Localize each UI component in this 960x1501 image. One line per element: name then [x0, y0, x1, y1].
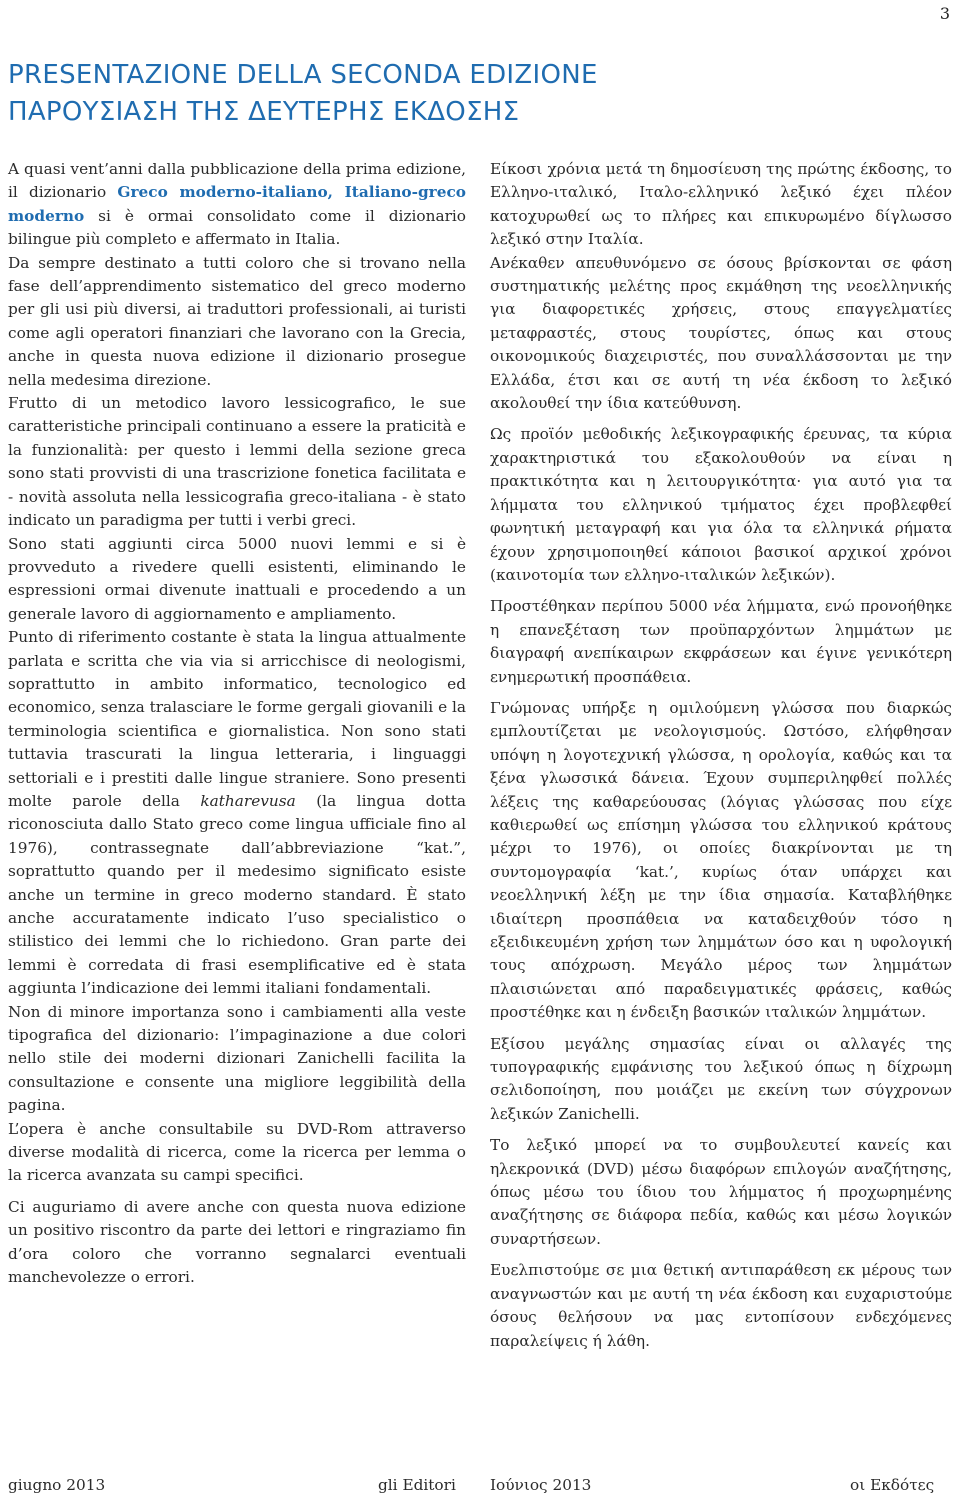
italian-p1-text-b: si è ormai consolidato come il dizionario bilingue più completo e affermato in Italia.: [8, 206, 466, 249]
greek-paragraph-8: Ευελπιστούμε σε μια θετική αντιπαράθεση εκ μέρους των αναγνωστών και με αυτή τη νέα έκδοση και ευχαριστούμε όσους θελήσουν να μας εντοπίσουν ενδεχόμενες παραλείψεις ή λάθη.: [490, 1261, 952, 1350]
italian-p1-text-a: A quasi vent’anni dalla pubblicazione della prima edizione, il dizionario: [8, 160, 466, 202]
italian-paragraph-6: Non di minore importanza sono i cambiamenti alla veste tipografica del dizionario: l’impaginazione a due colori nello stile dei moderni dizionari Zanichelli facilita la consultazione e consente una migliore leggibilità della pagina.: [8, 1002, 466, 1115]
greek-paragraph-7: Το λεξικό μπορεί να το συμβουλευτεί κανείς και ηλεκρονικά (DVD) μέσω διαφόρων επιλογών αναζήτησης, όπως μέσω του ίδιου του λήμματος ή προχωρημένης αναζήτησης σε διάφορα πεδία, καθώς και μέσω λογικών συναρτήσεων.: [490, 1136, 952, 1248]
greek-column: [490, 158, 952, 1353]
italian-p5-text-b: (la lingua dotta riconosciuta dallo Stato greco come lingua ufficiale fino al 1976), contrassegnate dall’abbreviazione “kat.”, soprattutto quando per il medesimo significato esiste anche un termine in greco moderno standard. È stato anche accuratamente indicato l’uso specialistico o stilistico dei lemmi che lo richiedono. Gran parte dei lemmi è corredata di frasi esemplificative ed è stata aggiunta l’indicazione dei lemmi italiani fondamentali.: [8, 791, 466, 998]
greek-paragraph-5: Γνώμονας υπήρξε η ομιλούμενη γλώσσα που διαρκώς εμπλουτίζεται με νεολογισμούς. Ωστόσο, ελήφθησαν υπόψη η λογοτεχνική γλώσσα, η ορολογία, καθώς και τα ξένα γλωσσικά δάνεια. Έχουν συμπεριληφθεί πολλές λέξεις της καθαρεύουσας (λόγιας γλώσσας που είχε καθιερωθεί ως επίσημη γλώσσα του ελληνικού κράτους μέχρι το 1976), οι οποίες διακρίνονται με τη συντομογραφία ‘kat.’, κυρίως όταν υπάρχει και νεοελληνική λέξη με την ίδια σημασία. Καταβλήθηκε ιδιαίτερη προσπάθεια να καταδειχθούν τόσο η εξειδικευμένη χρήση των λημμάτων όσο και η υφολογική τους απόχρωση. Μεγάλο μέρος των λημμάτων πλαισιώνεται από παραδειγματικές φράσεις, καθώς προστέθηκε και η ένδειξη βασικών ιταλικών λημμάτων.: [490, 698, 952, 1022]
greek-paragraph-3: Ως προϊόν μεθοδικής λεξικογραφικής έρευνας, τα κύρια χαρακτηριστικά του εξακολουθούν να είναι η πρακτικότητα και η λειτουργικότητα· για αυτό για τα λήμματα του ελληνικού τμήματος έχει προβλεφθεί φωνητική μεταγραφή και για όλα τα ελληνικά ρήματα έχουν χρησιμοποιηθεί κάποιοι βασικοί αρχικοί χρόνοι (καινοτομία των ελληνο-ιταλικών λεξικών).: [490, 425, 952, 584]
italian-paragraph-2: Da sempre destinato a tutti coloro che si trovano nella fase dell’apprendimento sistematico del greco moderno per gli usi più diversi, ai traduttori professionali, ai turisti come agli operatori finanziari che lavorano con la Grecia, anche in questa nuova edizione il dizionario prosegue nella medesima direzione.: [8, 253, 466, 389]
italian-date: giugno 2013: [8, 1476, 106, 1494]
title-greek: ΠΑΡΟΥΣΙΑΣΗ ΤΗΣ ΔΕΥΤΕΡΗΣ ΕΚΔΟΣΗΣ: [8, 97, 520, 127]
dictionary-title-bold: Greco moderno-italiano, Italiano-greco moderno: [8, 183, 466, 225]
italian-paragraph-8: Ci auguriamo di avere anche con questa nuova edizione un positivo riscontro da parte dei lettori e ringraziamo fin d’ora coloro che vorranno segnalarci eventuali manchevolezze o errori.: [8, 1197, 466, 1287]
katharevusa-italic: katharevusa: [200, 791, 296, 810]
italian-paragraph-1: [8, 158, 466, 252]
italian-paragraph-4: Sono stati aggiunti circa 5000 nuovi lemmi e si è provveduto a rivedere quelli esistenti, eliminando le espressioni ormai divenute inattuali e procedendo a un generale lavoro di aggiornamento e ampliamento.: [8, 534, 466, 623]
title-italian: PRESENTAZIONE DELLA SECONDA EDIZIONE: [8, 60, 598, 90]
greek-date: Ιούνιος 2013: [490, 1476, 592, 1494]
greek-paragraph-2: Ανέκαθεν απευθυνόμενο σε όσους βρίσκονται σε φάση συστηματικής μελέτης προς εκμάθηση της νεοελληνικής για διαφορετικές χρήσεις, στους επαγγελματίες μεταφραστές, στους τουρίστες, όπως και στους οικονομικούς διαχειριστές, που συναλλάσσονται με την Ελλάδα, έτσι και σε αυτή τη νέα έκδοση το λεξικό ακολουθεί την ίδια κατεύθυνση.: [490, 253, 952, 413]
italian-paragraph-5: [8, 626, 466, 1001]
greek-paragraph-4: Προστέθηκαν περίπου 5000 νέα λήμματα, ενώ προνοήθηκε η επανεξέταση των προϋπαρχόντων λημμάτων με διαγραφή ανεπίκαιρων εκφράσεων και έγινε γενικότερη ενημερωτική προσπάθεια.: [490, 597, 952, 686]
greek-paragraph-1: Είκοσι χρόνια μετά τη δημοσίευση της πρώτης έκδοσης, το Ελληνο-ιταλικό, Ιταλο-ελληνικό λεξικό έχει πλέον κατοχυρωθεί ως το πλήρες και επικυρωμένο δίγλωσσο λεξικό στην Ιταλία.: [490, 160, 952, 249]
italian-p5-text-a: Punto di riferimento costante è stata la lingua attualmente parlata e scritta che via via si arricchisce di neologismi, soprattutto in ambito informatico, tecnologico ed economico, senza tralasciare le forme gergali giovanili e la terminologia scientifica e giornalistica. Non sono stati tuttavia trascurati la lingua letteraria, i linguaggi settoriali e i prestiti dalle lingue straniere. Sono presenti molte parole della: [8, 628, 466, 810]
italian-paragraph-3: Frutto di un metodico lavoro lessicografico, le sue caratteristiche principali continuano a essere la praticità e la funzionalità: per questo i lemmi della sezione greca sono stati provvisti di una trascrizione fonetica facilitata e - novità assoluta nella lessicografia greco-italiana - è stato indicato un paradigma per tutti i verbi greci.: [8, 394, 466, 530]
italian-signature: gli Editori: [378, 1476, 456, 1494]
greek-signature: οι Εκδότες: [850, 1476, 935, 1494]
italian-column: [8, 158, 466, 1290]
italian-paragraph-7: L’opera è anche consultabile su DVD-Rom attraverso diverse modalità di ricerca, come la ricerca per lemma o la ricerca avanzata su campi specifici.: [8, 1119, 466, 1185]
page-number: 3: [939, 4, 950, 23]
greek-paragraph-6: Εξίσου μεγάλης σημασίας είναι οι αλλαγές της τυπογραφικής εμφάνισης του λεξικού όπως η δίχρωμη σελιδοποίηση, που μοιάζει με εκείνη των σύγχρονων λεξικών Zanichelli.: [490, 1034, 952, 1123]
